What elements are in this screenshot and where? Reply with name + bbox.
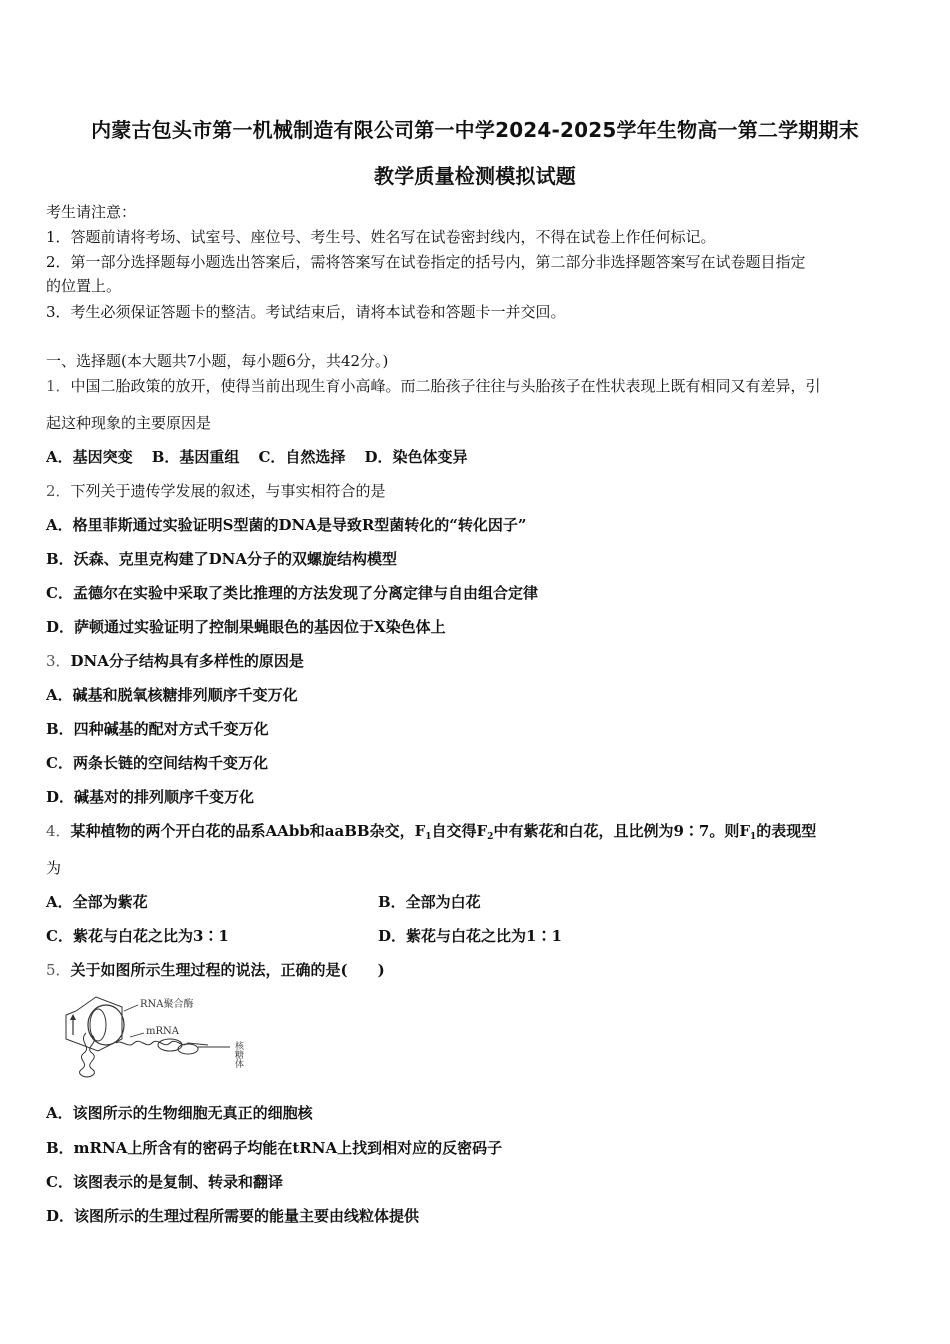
question-text: 自交得F <box>431 822 488 840</box>
question-5-option-c: C．该图表示的是复制、转录和翻译 <box>46 1173 283 1191</box>
label-ribosome: 核糖体 <box>233 1041 243 1068</box>
question-text: DNA分子结构具有多样性的原因是 <box>70 652 304 670</box>
document-title-line1: 内蒙古包头市第一机械制造有限公司第一中学2024-2025学年生物高一第二学期期末 <box>91 118 859 142</box>
question-text: 关于如图所示生理过程的说法，正确的是( ) <box>70 961 385 979</box>
option-b: B．全部为白花 <box>378 893 481 911</box>
ribosome-shape <box>178 1044 198 1054</box>
question-text: 的表现型 <box>756 822 817 840</box>
question-3-option-c: C．两条长链的空间结构千变万化 <box>46 754 268 772</box>
question-4-options-row2 <box>46 926 906 946</box>
notice-item-3: 3．考生必须保证答题卡的整洁。考试结束后，请将本试卷和答题卡一并交回。 <box>46 303 566 321</box>
option-a: A．全部为紫花 <box>46 893 148 911</box>
option-a: A．基因突变 <box>46 448 133 466</box>
notice-heading: 考生请注意： <box>46 203 137 221</box>
question-3-option-d: D．碱基对的排列顺序千变万化 <box>46 788 255 806</box>
question-4-stem <box>46 821 906 847</box>
rna-polymerase-inner <box>90 1009 106 1041</box>
question-number: 4． <box>46 822 71 840</box>
question-text: 下列关于遗传学发展的叙述，与事实相符合的是 <box>70 482 386 500</box>
mrna-pointer <box>130 1033 144 1037</box>
question-2-stem <box>46 481 906 501</box>
section-heading: 一、选择题(本大题共7小题，每小题6分，共42分。) <box>46 352 389 370</box>
question-5-option-d: D．该图所示的生理过程所需要的能量主要由线粒体提供 <box>46 1207 420 1225</box>
dna-strand-2 <box>86 1035 94 1077</box>
question-3-stem <box>46 651 906 671</box>
subscript: 1 <box>425 832 432 842</box>
question-3-option-b: B．四种碱基的配对方式千变万化 <box>46 720 269 738</box>
question-text: 中国二胎政策的放开，使得当前出现生育小高峰。而二胎孩子往往与头胎孩子在性状表现上既有相同又有差异，引 <box>70 377 821 395</box>
question-1-options <box>46 447 906 467</box>
notice-item-2-cont: 的位置上。 <box>46 277 122 295</box>
mrna-strand <box>116 1041 208 1045</box>
question-1-stem <box>46 376 906 396</box>
dna-strand <box>80 1033 88 1077</box>
subscript: 2 <box>487 832 494 842</box>
question-2-option-b: B．沃森、克里克构建了DNA分子的双螺旋结构模型 <box>46 550 398 568</box>
subscript: 1 <box>749 832 757 842</box>
question-2-option-c: C．孟德尔在实验中采取了类比推理的方法发现了分离定律与自由组合定律 <box>46 584 538 602</box>
question-number: 2． <box>46 482 71 500</box>
question-2-option-d: D．萨顿通过实验证明了控制果蝇眼色的基因位于X染色体上 <box>46 618 446 636</box>
label-rna-polymerase: RNA聚合酶 <box>140 999 194 1010</box>
label-mrna: mRNA <box>146 1026 179 1037</box>
question-number: 1． <box>46 377 71 395</box>
question-3-option-a: A．碱基和脱氧核糖排列顺序千变万化 <box>46 686 298 704</box>
option-b: B．基因重组 <box>151 448 240 466</box>
question-5-stem <box>46 960 906 980</box>
rna-pol-pointer <box>124 1005 138 1011</box>
transcription-translation-figure <box>58 993 268 1079</box>
question-2-option-a: A．格里菲斯通过实验证明S型菌的DNA是导致R型菌转化的“转化因子” <box>46 516 527 534</box>
question-text: 中有紫花和白花，且比例为9∶7。则F <box>493 822 750 840</box>
question-number: 3． <box>46 652 71 670</box>
notice-item-1: 1．答题前请将考场、试室号、座位号、考生号、姓名写在试卷密封线内，不得在试卷上作任何标记。 <box>46 228 716 246</box>
question-5-option-b: B．mRNA上所含有的密码子均能在tRNA上找到相对应的反密码子 <box>46 1139 503 1157</box>
option-d: D．染色体变异 <box>364 448 468 466</box>
question-5-option-a: A．该图所示的生物细胞无真正的细胞核 <box>46 1104 313 1122</box>
option-c: C．紫花与白花之比为3∶1 <box>46 927 229 945</box>
question-text: 某种植物的两个开白花的品系AAbb和aaBB杂交，F <box>70 822 426 840</box>
question-4-stem-cont: 为 <box>46 859 62 877</box>
question-4-options-row1 <box>46 892 906 912</box>
question-1-stem-cont: 起这种现象的主要原因是 <box>46 414 212 432</box>
question-number: 5． <box>46 961 71 979</box>
dna-arrow-head <box>70 1014 76 1020</box>
option-d: D．紫花与白花之比为1∶1 <box>378 927 562 945</box>
option-c: C．自然选择 <box>258 448 346 466</box>
document-title-line2: 教学质量检测模拟试题 <box>374 164 576 188</box>
notice-item-2: 2．第一部分选择题每小题选出答案后，需将答案写在试卷指定的括号内，第二部分非选择题答案写在试卷题目指定 <box>46 253 806 271</box>
